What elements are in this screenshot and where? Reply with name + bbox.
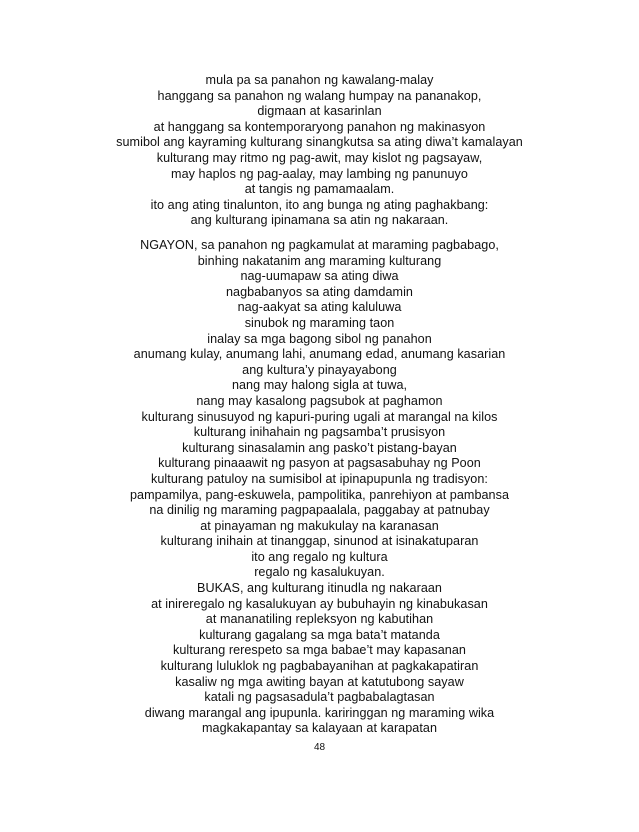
poem-line: nag-uumapaw sa ating diwa — [240, 269, 399, 284]
poem-line: NGAYON, sa panahon ng pagkamulat at maraming pagbabago, — [140, 238, 499, 252]
poem-line: hanggang sa panahon ng walang humpay na pananakop, — [157, 88, 482, 103]
poem-line: may haplos ng pag-aalay, may lambing ng panunuyo — [171, 166, 468, 181]
poem-line: regalo ng kasalukuyan. — [254, 565, 385, 580]
poem-line: inalay sa mga bagong sibol ng panahon — [207, 331, 432, 346]
poem-line: kulturang luluklok ng pagbabayanihan at pagkakapatiran — [160, 658, 479, 673]
poem-line: BUKAS, ang kulturang itinudla ng nakaraan — [197, 581, 442, 595]
poem-line: kulturang rerespeto sa mga babae’t may kapasanan — [173, 643, 466, 658]
poem-line: diwang marangal ang ipupunla. kariringgan ng maraming wika — [144, 705, 495, 720]
poem-line: ang kultura’y pinayayabong — [242, 362, 397, 377]
poem-line: mula pa sa panahon ng kawalang-malay — [205, 73, 434, 87]
stanza-future — [0, 581, 639, 737]
poem-line: kulturang inihahain ng pagsamba’t prusisyon — [193, 425, 446, 440]
poem-line: at pinayaman ng makukulay na karanasan — [200, 518, 439, 533]
poem-line: kulturang sinasalamin ang pasko’t pistang-bayan — [182, 440, 457, 455]
poem-line: nagbabanyos sa ating damdamin — [226, 284, 413, 299]
poem-line: at tangis ng pamamaalam. — [244, 182, 395, 197]
stanza-past — [0, 73, 639, 229]
stanza-present — [0, 238, 639, 581]
poem-line: sumibol ang kayraming kulturang sinangkutsa sa ating diwa’t kamalayan — [116, 135, 523, 150]
poem-line: at hanggang sa kontemporaryong panahon ng makinasyon — [153, 119, 486, 134]
poem-line: na dinilig ng maraming pagpapaalala, paggabay at patnubay — [149, 503, 490, 518]
poem-line: kulturang sinusuyod ng kapuri-puring ugali at marangal na kilos — [141, 409, 498, 424]
poem-line: anumang kulay, anumang lahi, anumang edad, anumang kasarian — [133, 347, 506, 362]
poem-line: pampamilya, pang-eskuwela, pampolitika, panrehiyon at pambansa — [129, 487, 510, 502]
poem-line: at inireregalo ng kasalukuyan ay bubuhayin ng kinabukasan — [151, 596, 488, 611]
poem-line: kasaliw ng mga awiting bayan at katutubong sayaw — [175, 674, 464, 689]
poem-line: ang kulturang ipinamana sa atin ng nakaraan. — [190, 213, 449, 228]
poem-line: at mananatiling repleksyon ng kabutihan — [205, 612, 434, 627]
poem-line: kulturang pinaaawit ng pasyon at pagsasabuhay ng Poon — [158, 456, 481, 471]
poem-line: ito ang regalo ng kultura — [251, 549, 388, 564]
poem-line: kulturang patuloy na sumisibol at ipinapupunla ng tradisyon: — [151, 471, 488, 486]
poem-line: magkakapantay sa kalayaan at karapatan — [201, 721, 438, 736]
poem-line: kulturang may ritmo ng pag-awit, may kislot ng pagsayaw, — [156, 150, 483, 165]
poem-line: nag-aakyat sa ating kaluluwa — [237, 300, 402, 315]
page-number: 48 — [313, 742, 326, 753]
poem-line: digmaan at kasarinlan — [257, 104, 382, 119]
poem-line: ito ang ating tinalunton, ito ang bunga ng ating paghakbang: — [150, 197, 489, 212]
poem-line: kulturang inihain at tinanggap, sinunod at isinakatuparan — [160, 534, 479, 549]
poem-line: nang may halong sigla at tuwa, — [231, 378, 408, 393]
poem-line: katali ng pagsasadula’t pagbabalagtasan — [204, 690, 435, 705]
poem-line: sinubok ng maraming taon — [244, 315, 395, 330]
poem-line: nang may kasalong pagsubok at paghamon — [196, 393, 443, 408]
poem-line: binhing nakatanim ang maraming kulturang — [197, 253, 442, 268]
poem-line: kulturang gagalang sa mga bata’t matanda — [199, 627, 440, 642]
